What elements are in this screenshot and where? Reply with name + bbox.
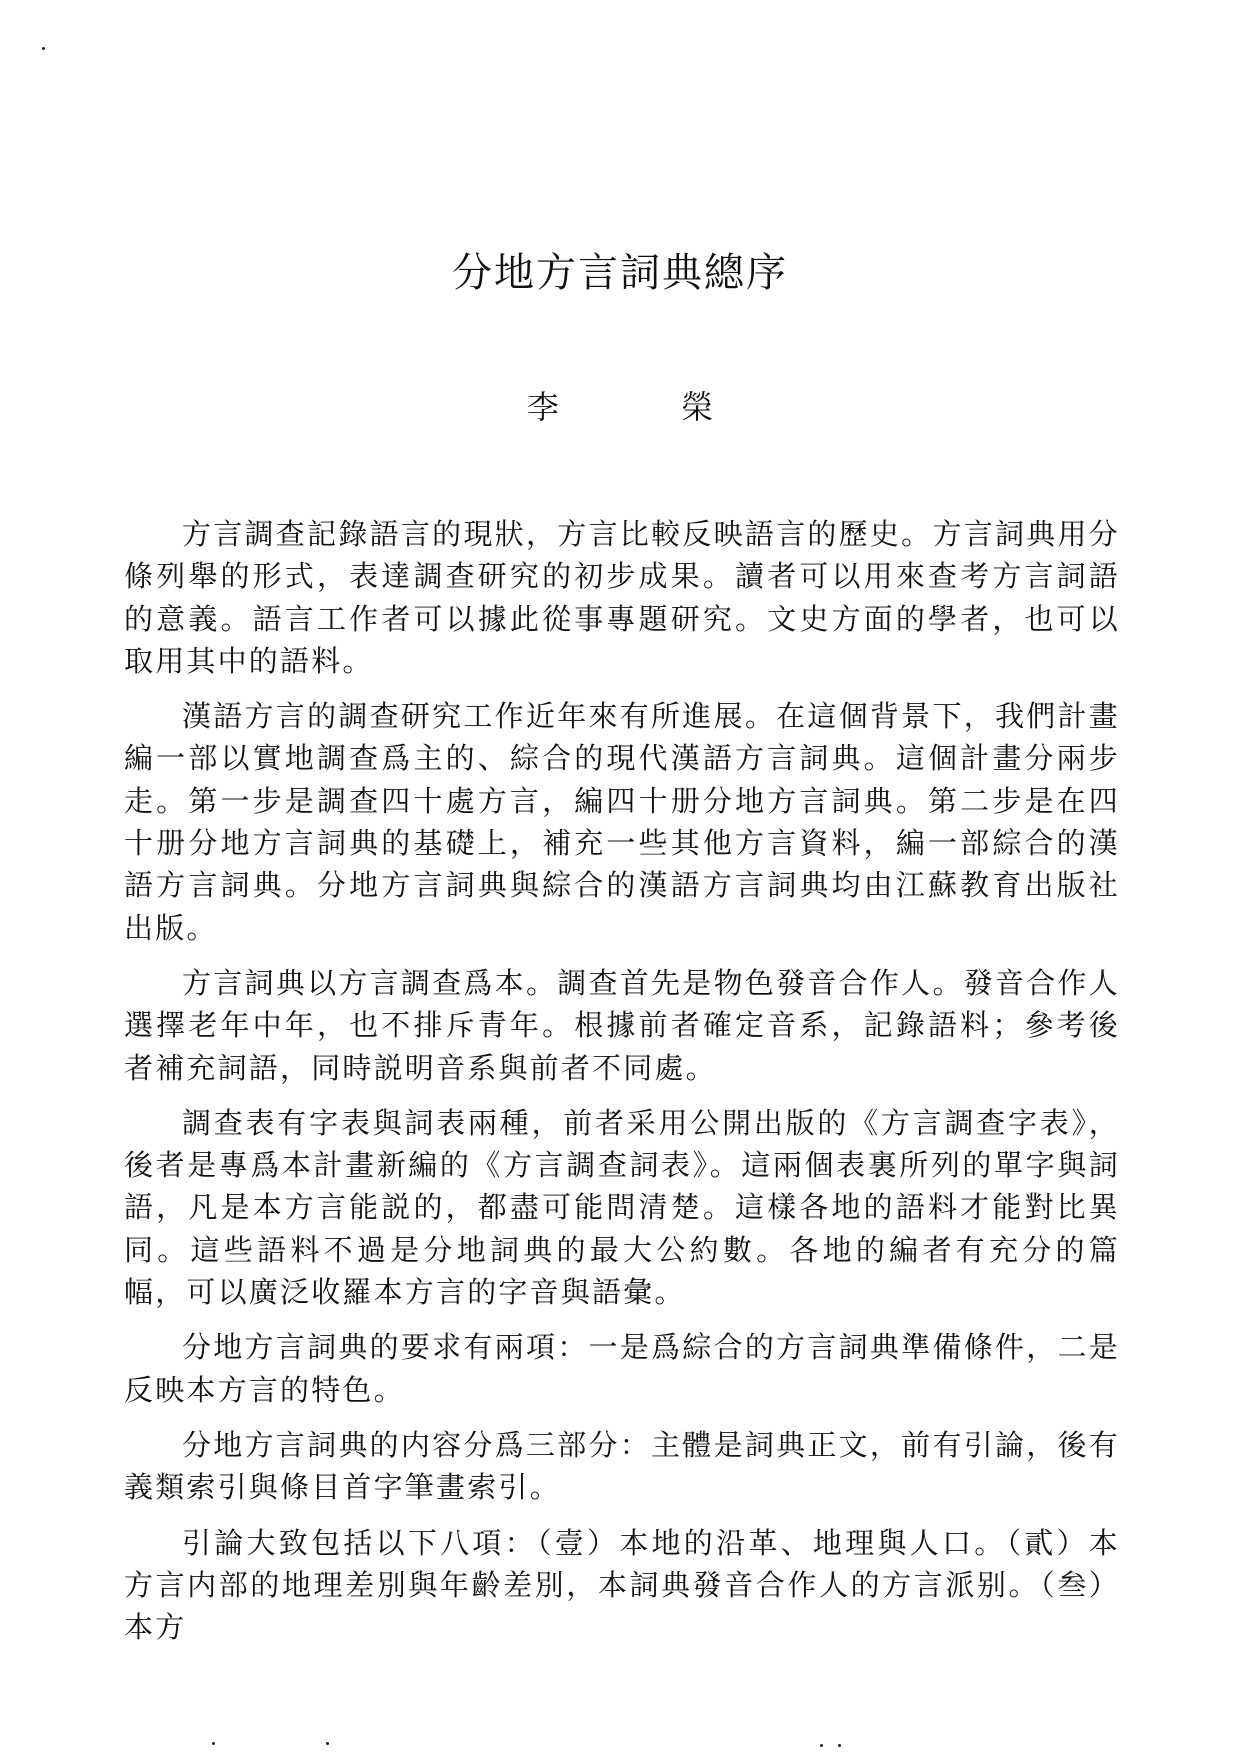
paragraph: 調查表有字表與詞表兩種，前者采用公開出版的《方言調查字表》，後者是專爲本計畫新編的《方言調查詞表》。這兩個表裏所列的單字與詞語，凡是本方言能説的，都盡可能問清楚。這樣各地的語料才能對比異同。這些語料不過是分地詞典的最大公約數。各地的編者有充分的篇幅，可以廣泛收羅本方言的字音與語彙。 [124,1105,1120,1310]
paragraph: 漢語方言的調查研究工作近年來有所進展。在這個背景下，我們計畫編一部以實地調查爲主的、綜合的現代漢語方言詞典。這個計畫分兩步走。第一步是調查四十處方言，編四十册分地方言詞典。第二步是在四十册分地方言詞典的基礎上，補充一些其他方言資料，編一部綜合的漢語方言詞典。分地方言詞典與綜合的漢語方言詞典均由江蘇教育出版社出版。 [124,699,1120,945]
scan-speck [212,1742,215,1745]
author-name: 李 榮 [526,388,750,426]
paragraph: 分地方言詞典的内容分爲三部分：主體是詞典正文，前有引論，後有義類索引與條目首字筆畫索引。 [124,1427,1120,1505]
scan-speck [838,1744,841,1747]
paragraph: 方言詞典以方言調查爲本。調查首先是物色發音合作人。發音合作人選擇老年中年，也不排斥青年。根據前者確定音系，記錄語料；參考後者補充詞語，同時説明音系與前者不同處。 [124,965,1120,1085]
paragraph: 分地方言詞典的要求有兩項：一是爲綜合的方言詞典準備條件，二是反映本方言的特色。 [124,1330,1120,1407]
scan-speck [326,1742,329,1745]
paragraph: 方言調查記錄語言的現狀，方言比較反映語言的歷史。方言詞典用分條列舉的形式，表達調查研究的初步成果。讀者可以用來查考方言詞語的意義。語言工作者可以據此從事專題研究。文史方面的學者，也可以取用其中的語料。 [124,517,1120,678]
page-title: 分地方言詞典總序 [452,250,788,296]
scan-speck [42,47,45,50]
scan-speck [820,1744,823,1747]
paragraph: 引論大致包括以下八項：（壹）本地的沿革、地理與人口。（貳）本方言内部的地理差別與年齡差別，本詞典發音合作人的方言派别。（叁）本方 [124,1525,1120,1645]
body-text [124,513,1120,1661]
